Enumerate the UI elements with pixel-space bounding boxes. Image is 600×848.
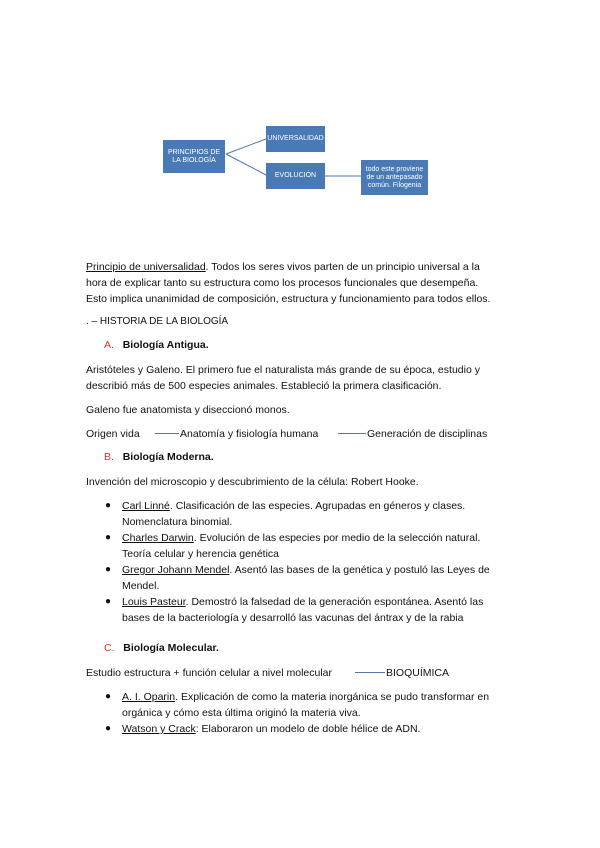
scientist-name: Charles Darwin	[122, 532, 194, 544]
universalidad-line-2: hora de explicar tanto su estructura como los procesos funcionales que desempeña.	[86, 277, 479, 289]
list-bullet: ●	[105, 564, 112, 575]
flow-arrow-2	[338, 433, 366, 434]
list-bullet: ●	[105, 596, 112, 607]
list-item	[122, 721, 420, 737]
list-item	[122, 498, 465, 514]
section-a-letter: A.	[104, 339, 114, 351]
list-item	[122, 689, 489, 705]
molecular-arrow	[355, 672, 385, 673]
moderna-intro: Invención del microscopio y descubrimiento de la célula: Robert Hooke.	[86, 476, 419, 488]
scientist-name: Carl Linné	[122, 500, 170, 512]
list-bullet: ●	[105, 723, 112, 734]
list-item	[122, 594, 483, 610]
diagram-connectors	[0, 0, 600, 240]
list-item-continuation: bases de la bacteriología y desarrolló las vacunas del ántrax y de la rabia	[122, 612, 464, 624]
section-b-letter: B.	[104, 451, 114, 463]
section-c-title: Biología Molecular.	[123, 642, 219, 654]
diagram-evolucion-node	[266, 163, 325, 189]
diagram-evolucion-label: EVOLUCIÓN	[274, 172, 317, 179]
scientist-name: Louis Pasteur	[122, 596, 186, 608]
list-item-continuation: orgánica y cómo esta última originó la materia viva.	[122, 707, 361, 719]
diagram-root-node	[163, 140, 225, 173]
antigua-line-2: describió más de 500 especies animales. Estableció la primera clasificación.	[86, 380, 442, 392]
list-item-continuation: Mendel.	[122, 580, 160, 592]
molecular-intro: Estudio estructura + función celular a nivel molecular	[86, 667, 333, 679]
flow-arrow-1	[155, 433, 179, 434]
antigua-line-1: Aristóteles y Galeno. El primero fue el naturalista más grande de su época, estudio y	[86, 364, 480, 376]
list-item-continuation: Teoría celular y herencia genética	[122, 548, 280, 560]
molecular-target: BIOQUÍMICA	[386, 667, 450, 679]
diagram-universalidad-label: UNIVERSALIDAD	[267, 135, 324, 142]
list-item	[122, 530, 480, 546]
list-item-text: . Explicación de como la materia inorgánica se pudo transformar en	[175, 691, 490, 703]
flow-origen-vida: Origen vida	[86, 428, 140, 440]
list-item-text: . Demostró la falsedad de la generación espontánea. Asentó las	[185, 596, 484, 608]
universalidad-line-3: Esto implica unanimidad de composición, estructura y funcionamiento para todos ellos.	[86, 293, 491, 305]
section-c-heading	[104, 640, 219, 656]
diagram-root-label: PRINCIPIOS DE LA BIOLOGÍA	[167, 148, 221, 164]
section-b-heading	[104, 449, 214, 465]
list-bullet: ●	[105, 691, 112, 702]
section-a-heading	[104, 337, 209, 353]
universalidad-term: Principio de universalidad	[86, 261, 206, 273]
list-bullet: ●	[105, 500, 112, 511]
list-item-text: . Clasificación de las especies. Agrupadas en géneros y clases.	[169, 500, 466, 512]
list-bullet: ●	[105, 532, 112, 543]
diagram-filogenia-node	[361, 160, 428, 195]
diagram-filogenia-label: todo este proviene de un antepasado común. Filogenia	[365, 165, 424, 189]
list-item-continuation: Nomenclatura binomial.	[122, 516, 233, 528]
flow-anatomia: Anatomía y fisiología humana	[180, 428, 319, 440]
section-c-letter: C.	[104, 642, 115, 654]
scientist-name: Watson y Crack	[122, 723, 196, 735]
list-item	[122, 562, 490, 578]
list-item-text: : Elaboraron un modelo de doble hélice de ADN.	[195, 723, 421, 735]
list-item-text: . Asentó las bases de la genética y postuló las Leyes de	[229, 564, 490, 576]
scientist-name: Gregor Johann Mendel	[122, 564, 230, 576]
scientist-name: A. I. Oparin	[122, 691, 176, 703]
section-b-title: Biología Moderna.	[122, 451, 214, 463]
section-a-title: Biología Antigua.	[122, 339, 209, 351]
flow-disciplinas: Generación de disciplinas	[367, 428, 488, 440]
universalidad-line-1	[86, 259, 480, 275]
list-item-text: . Evolución de las especies por medio de la selección natural.	[193, 532, 481, 544]
diagram-universalidad-node	[266, 126, 325, 152]
history-heading: . – HISTORIA DE LA BIOLOGÍA	[86, 316, 229, 327]
galeno-line: Galeno fue anatomista y diseccionó monos.	[86, 404, 290, 416]
universalidad-text-1: . Todos los seres vivos parten de un principio universal a la	[205, 261, 480, 273]
